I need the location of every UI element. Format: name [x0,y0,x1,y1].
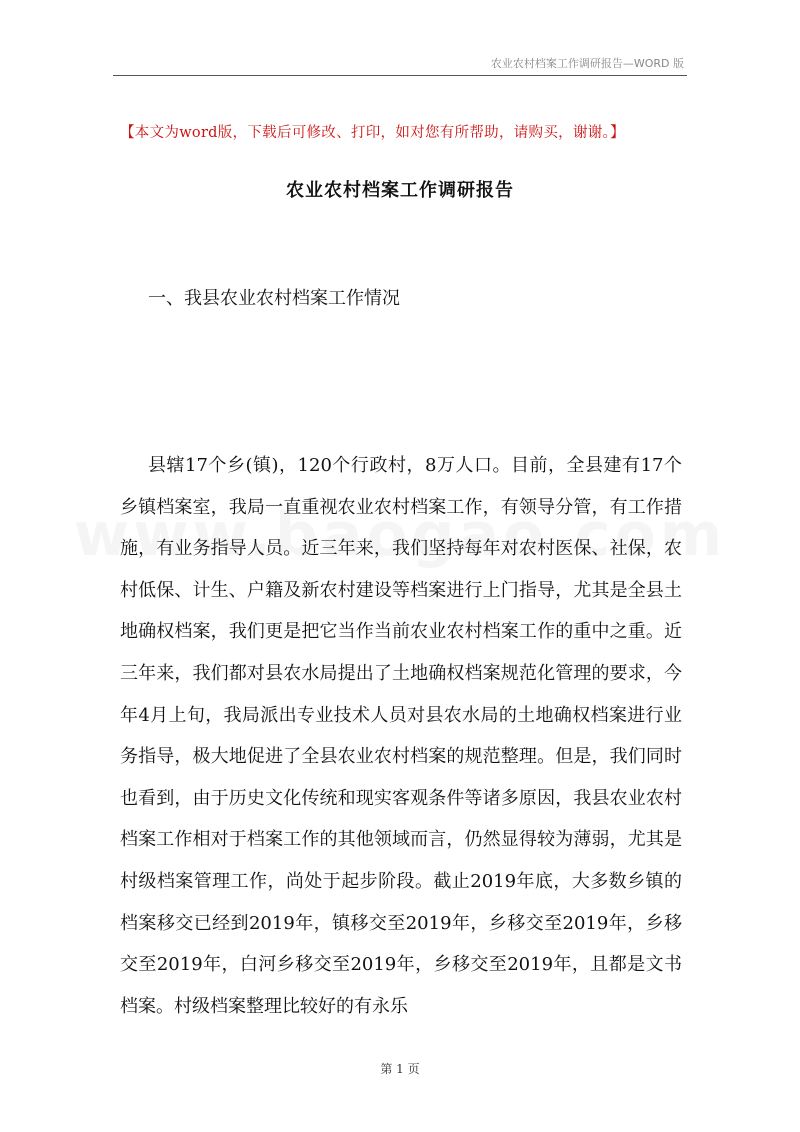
section-heading-1: 一、我县农业农村档案工作情况 [148,288,400,309]
page-number: 第 1 页 [380,1062,420,1076]
body-paragraph-1: 县辖17个乡(镇)，120个行政村，8万人口。目前，全县建有17个乡镇档案室，我局一直重视农业农村档案工作，有领导分管，有工作措施，有业务指导人员。近三年来，我们坚持每年对农村医保、社保，农村低保、计生、户籍及新农村建设等档案进行上门指导，尤其是全县土地确权档案，我们更是把它当作当前农业农村档案工作的重中之重。近三年来，我们都对县农水局提出了土地确权档案规范化管理的要求，今年4月上旬，我局派出专业技术人员对县农水局的土地确权档案进行业务指导，极大地促进了全县农业农村档案的规范整理。但是，我们同时也看到，由于历史文化传统和现实客观条件等诸多原因，我县农业农村档案工作相对于档案工作的其他领域而言，仍然显得较为薄弱，尤其是村级档案管理工作，尚处于起步阶段。截止2019年底，大多数乡镇的档案移交已经到2019年，镇移交至2019年，乡移交至2019年，乡移交至2019年，白河乡移交至2019年，乡移交至2019年，且都是文书档案。村级档案整理比较好的有永乐 [120,455,682,1017]
word-version-notice: 【本文为word版，下载后可修改、打印，如对您有所帮助，请购买，谢谢。】 [120,125,625,141]
running-header: 农业农村档案工作调研报告—WORD 版 [490,57,684,70]
document-title: 农业农村档案工作调研报告 [286,180,514,201]
header-divider [113,75,687,76]
